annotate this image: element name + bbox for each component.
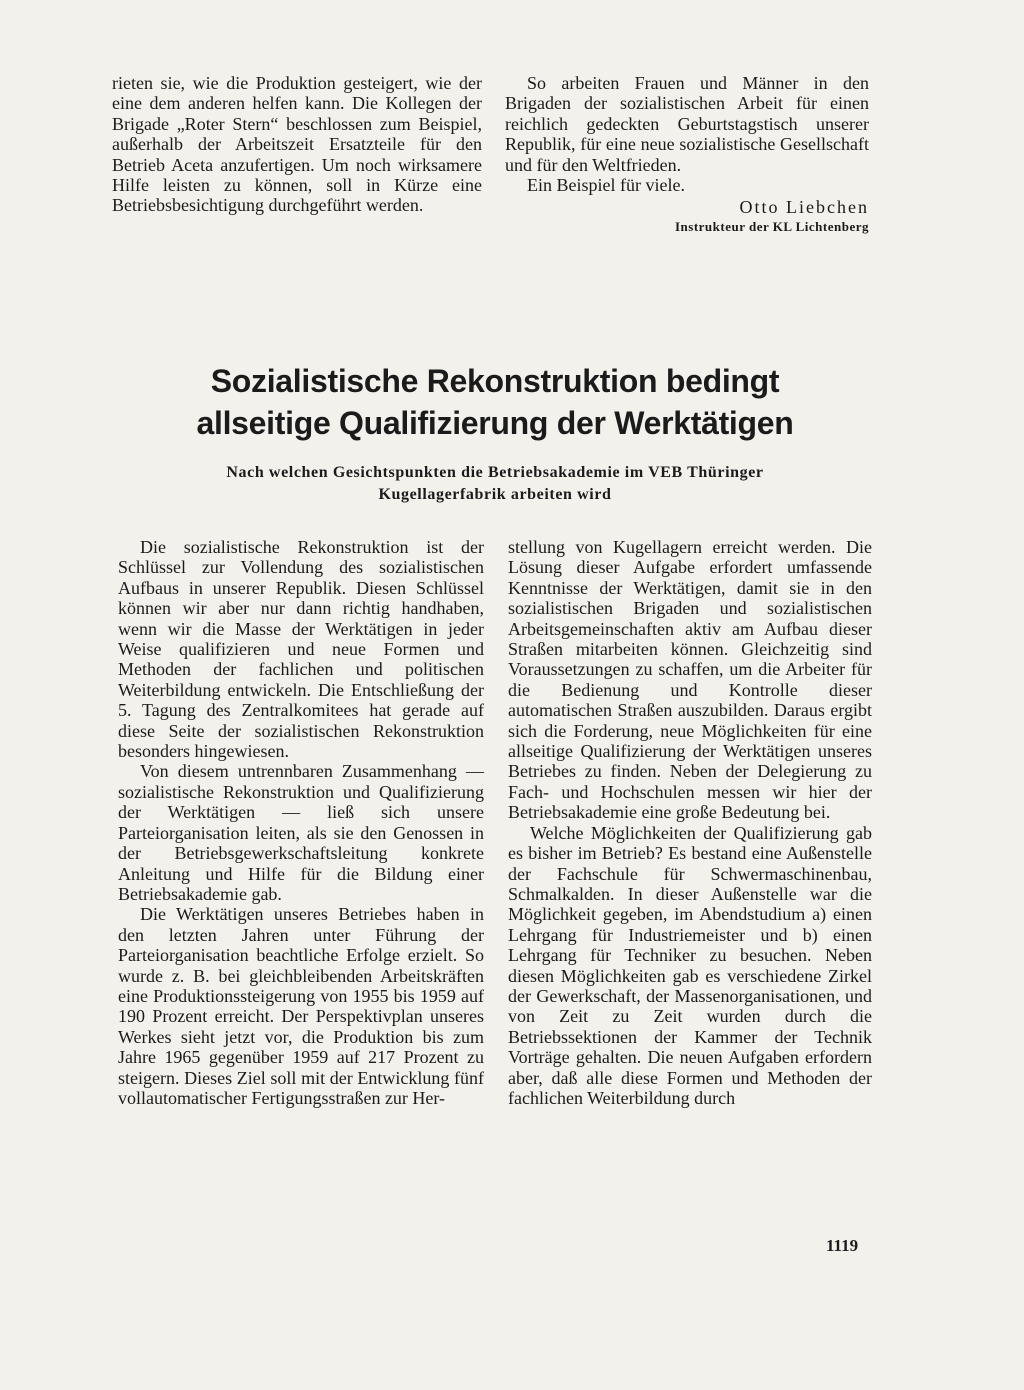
- page-number: 1119: [826, 1236, 859, 1255]
- article-subtitle: [150, 462, 840, 506]
- article-left-column: [118, 537, 484, 1108]
- article-subtitle-line-2: Kugellagerfabrik arbeiten wird: [378, 486, 612, 503]
- author-name: Otto Liebchen: [739, 197, 869, 218]
- article-subtitle-line-1: Nach welchen Gesichtspunkten die Betriebsakademie im VEB Thüringer: [226, 464, 764, 481]
- top-left-paragraph: rieten sie, wie die Produktion gesteigert, wie der eine dem anderen helfen kann. Die Kollegen der Brigade „Roter Stern“ beschlossen zum Beispiel, außerhalb der Arbeitszeit Ersatzteile für den Betrieb Aceta anzufertigen. Um noch wirksamere Hilfe leisten zu können, soll in Kürze eine Betriebsbesichtigung durchgeführt werden.: [112, 73, 482, 216]
- top-left-column: [112, 73, 482, 216]
- author-role: Instrukteur der KL Lichtenberg: [674, 218, 869, 234]
- article-right-paragraph-1: stellung von Kugellagern erreicht werden. Die Lösung dieser Aufgabe erfordert umfassende Kenntnisse der Werktätigen, damit sie in den sozialistischen Brigaden und sozialistischen Arbeitsgemeinschaften aktiv am Aufbau dieser Straßen mitarbeiten können. Gleichzeitig sind Voraussetzungen zu schaffen, um die Arbeiter für die Bedienung und Kontrolle dieser automatischen Straßen auszubilden. Daraus ergibt sich die Forderung, neue Möglichkeiten für eine allseitige Qualifizierung der Werktätigen unseres Betriebes zu finden. Neben der Delegierung zu Fach- und Hochschulen messen wir hier der Betriebsakademie eine große Bedeutung bei.: [508, 537, 872, 823]
- top-right-paragraph-2: Ein Beispiel für viele.: [527, 175, 685, 196]
- article-left-paragraph-3: Die Werktätigen unseres Betriebes haben in den letzten Jahren unter Führung der Parteiorganisation beachtliche Erfolge erzielt. So wurde z. B. bei gleichbleibenden Arbeitskräften eine Produktionssteigerung von 1955 bis 1959 auf 190 Prozent erreicht. Der Perspektivplan unseres Werkes sieht jetzt vor, die Produktion bis zum Jahre 1965 gegenüber 1959 auf 217 Prozent zu steigern. Dieses Ziel soll mit der Entwicklung fünf vollautomatischer Fertigungsstraßen zur Her-: [118, 904, 484, 1108]
- article-right-column: [508, 537, 872, 1108]
- article-title: [100, 360, 890, 444]
- top-right-paragraph-1: So arbeiten Frauen und Männer in den Brigaden der sozialistischen Arbeit für einen reichlich gedeckten Geburtstagstisch unserer Republik, für eine neue sozialistische Gesellschaft und für den Weltfrieden.: [505, 73, 869, 175]
- article-left-paragraph-2: Von diesem untrennbaren Zusammenhang — sozialistische Rekonstruktion und Qualifizierung der Werktätigen — ließ sich unsere Parteiorganisation leiten, als sie den Genossen in der Betriebsgewerkschaftsleitung konkrete Anleitung und Hilfe für die Bildung einer Betriebsakademie gab.: [118, 761, 484, 904]
- article-title-line-2: allseitige Qualifizierung der Werktätigen: [196, 405, 794, 441]
- article-left-paragraph-1: Die sozialistische Rekonstruktion ist der Schlüssel zur Vollendung des sozialistischen Aufbaus in unserer Republik. Diesen Schlüssel können wir aber nur dann richtig handhaben, wenn wir die Masse der Werktätigen in jeder Weise qualifizieren und neue Formen und Methoden der fachlichen und politischen Weiterbildung entwickeln. Die Entschließung der 5. Tagung des Zentralkomitees hat gerade auf diese Seite der sozialistischen Rekonstruktion besonders hingewiesen.: [118, 537, 484, 762]
- article-right-paragraph-2: Welche Möglichkeiten der Qualifizierung gab es bisher im Betrieb? Es bestand eine Außenstelle der Fachschule für Schwermaschinenbau, Schmalkalden. In dieser Außenstelle war die Möglichkeit gegeben, im Abendstudium a) einen Lehrgang für Industriemeister und b) einen Lehrgang für Techniker zu besuchen. Neben diesen Möglichkeiten gab es verschiedene Zirkel der Gewerkschaft, der Massenorganisationen, und von Zeit zu Zeit wurden durch die Betriebssektionen der Kammer der Technik Vorträge gehalten. Die neuen Aufgaben erfordern aber, daß alle diese Formen und Methoden der fachlichen Weiterbildung durch: [508, 822, 872, 1108]
- top-right-column: [505, 73, 869, 236]
- article-title-line-1: Sozialistische Rekonstruktion bedingt: [210, 363, 780, 399]
